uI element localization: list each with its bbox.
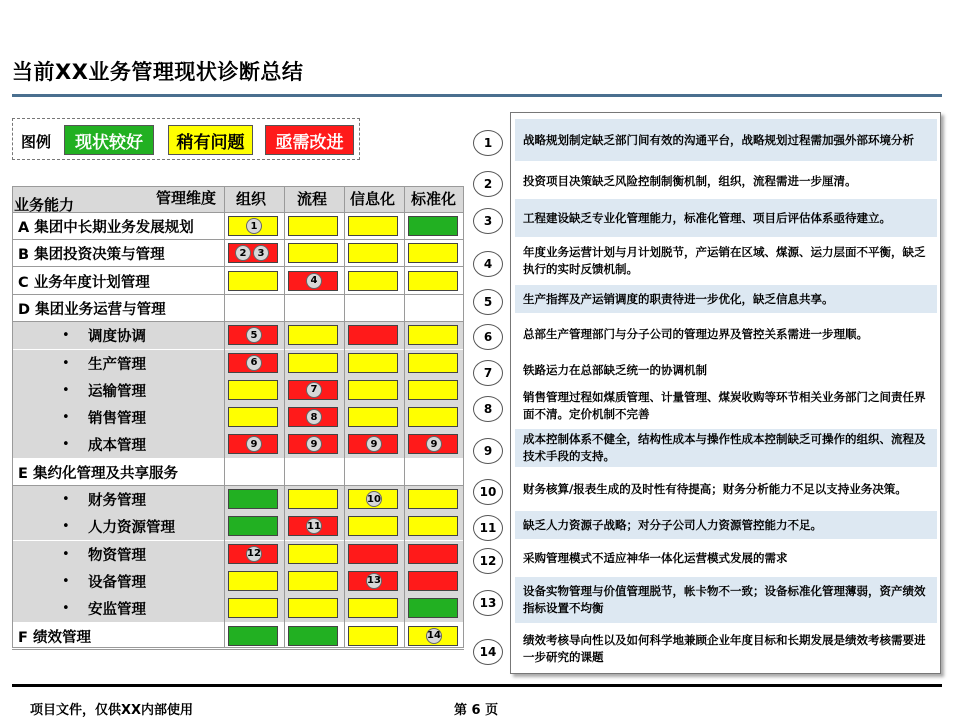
finding-ref-badge: 14 (426, 628, 442, 644)
capability-label: D 集团业务运营与管理 (18, 301, 166, 318)
sub-capability-label: 物资管理 (88, 547, 146, 564)
bullet-icon: • (62, 382, 70, 398)
finding-ref-badge: 7 (306, 382, 322, 398)
finding-number: 8 (473, 396, 503, 422)
column-header-it: 信息化 (350, 190, 396, 208)
sub-capability-label: 财务管理 (88, 493, 146, 509)
finding-ref-badge: 13 (366, 573, 382, 589)
capability-header: 业务能力 (14, 196, 75, 214)
finding-number: 4 (473, 251, 503, 277)
legend (12, 118, 360, 160)
dimension-header: 管理维度 (156, 189, 217, 207)
bullet-icon: • (62, 492, 70, 507)
finding-number: 11 (473, 515, 503, 541)
sub-capability-label: 设备管理 (88, 574, 146, 591)
sub-capability-label: 生产管理 (88, 356, 146, 373)
finding-text: 采购管理模式不适应神华一体化运营模式发展的需求 (523, 550, 788, 565)
finding-text: 销售管理过程如煤质管理、计量管理、煤炭收购等环节相关业务部门之间责任界面不清。定价机制不完善 (523, 390, 926, 421)
sub-capability-label: 运输管理 (88, 383, 146, 400)
finding-number: 2 (473, 171, 503, 197)
footer-note: 项目文件，仅供XX内部使用 (30, 703, 194, 718)
finding-text: 工程建设缺乏专业化管理能力，标准化管理、项目后评估体系亟待建立。 (515, 199, 937, 237)
finding-number: 7 (473, 360, 503, 386)
finding-ref-badge: 6 (246, 355, 262, 371)
sub-capability-label: 安监管理 (88, 602, 146, 619)
bullet-icon: • (62, 355, 70, 371)
bullet-icon: • (62, 328, 70, 344)
finding-ref-badge: 8 (306, 409, 322, 425)
bullet-icon: • (62, 601, 70, 617)
finding-text: 年度业务运营计划与月计划脱节，产运销在区域、煤源、运力层面不平衡，缺乏执行的实时反馈机制。 (523, 245, 926, 276)
capability-label: A 集团中长期业务发展规划 (18, 220, 194, 236)
legend-bad: 亟需改进 (265, 125, 354, 155)
title-rule (12, 94, 942, 97)
finding-ref-badge: 2 (235, 245, 251, 261)
finding-text: 投资项目决策缺乏风险控制制衡机制，组织，流程需进一步厘清。 (523, 173, 857, 188)
finding-number: 12 (473, 548, 503, 574)
finding-text: 缺乏人力资源子战略；对分子公司人力资源管控能力不足。 (515, 511, 937, 539)
capability-label: F 绩效管理 (18, 629, 91, 646)
finding-number: 13 (473, 590, 503, 616)
finding-ref-badge: 9 (306, 436, 322, 452)
finding-ref-badge: 5 (246, 327, 262, 343)
finding-ref-badge: 4 (306, 273, 322, 289)
sub-capability-label: 成本管理 (88, 438, 146, 455)
matrix-frame (12, 186, 464, 648)
finding-ref-badge: 12 (246, 546, 262, 562)
legend-warn: 稍有问题 (168, 125, 253, 155)
finding-number: 1 (473, 130, 503, 156)
bullet-icon: • (62, 519, 70, 535)
finding-number: 5 (473, 289, 503, 315)
finding-ref-badge: 10 (366, 491, 382, 507)
sub-capability-label: 人力资源管理 (88, 520, 175, 537)
finding-ref-badge: 9 (246, 436, 262, 452)
finding-number: 6 (473, 324, 503, 350)
finding-ref-badge: 11 (306, 518, 322, 534)
finding-text: 设备实物管理与价值管理脱节，帐卡物不一致；设备标准化管理薄弱，资产绩效指标设置不均衡 (515, 577, 937, 623)
finding-number: 3 (473, 208, 503, 234)
diagnosis-matrix (12, 186, 464, 648)
bullet-icon: • (62, 573, 70, 589)
column-header-org: 组织 (236, 190, 267, 208)
finding-ref-badge: 9 (366, 436, 382, 452)
column-header-process: 流程 (297, 190, 328, 208)
findings-panel (510, 112, 941, 674)
finding-number: 10 (473, 479, 503, 505)
page-number: 第 6 页 (454, 703, 499, 718)
footer-rule (12, 684, 942, 687)
capability-label: E 集约化管理及共享服务 (18, 465, 178, 482)
finding-text: 总部生产管理部门与分子公司的管理边界及管控关系需进一步理顺。 (523, 326, 868, 341)
sub-capability-label: 销售管理 (88, 411, 146, 428)
finding-ref-badge: 3 (253, 245, 269, 261)
finding-text: 绩效考核导向性以及如何科学地兼顾企业年度目标和长期发展是绩效考核需要进一步研究的课题 (523, 633, 926, 664)
finding-text: 生产指挥及产运销调度的职责待进一步优化，缺乏信息共享。 (515, 285, 937, 313)
bullet-icon: • (62, 546, 70, 562)
bullet-icon: • (62, 437, 70, 453)
finding-number: 9 (473, 438, 503, 464)
bullet-icon: • (62, 410, 70, 426)
finding-text: 战略规划制定缺乏部门间有效的沟通平台，战略规划过程需加强外部环境分析 (515, 119, 937, 161)
finding-ref-badge: 9 (426, 436, 442, 452)
finding-text: 成本控制体系不健全，结构性成本与操作性成本控制缺乏可操作的组织、流程及技术手段的支持。 (515, 429, 937, 467)
finding-text: 财务核算/报表生成的及时性有待提高；财务分析能力不足以支持业务决策。 (523, 481, 907, 496)
legend-label: 图例 (21, 133, 52, 151)
column-header-standard: 标准化 (411, 190, 457, 208)
finding-ref-badge: 1 (246, 218, 262, 234)
capability-label: B 集团投资决策与管理 (18, 247, 165, 264)
page-title: 当前XX业务管理现状诊断总结 (12, 60, 304, 84)
sub-capability-label: 调度协调 (88, 329, 146, 346)
capability-label: C 业务年度计划管理 (18, 274, 150, 291)
legend-good: 现状较好 (64, 125, 154, 155)
finding-number: 14 (473, 639, 503, 665)
finding-text: 铁路运力在总部缺乏统一的协调机制 (523, 362, 707, 377)
